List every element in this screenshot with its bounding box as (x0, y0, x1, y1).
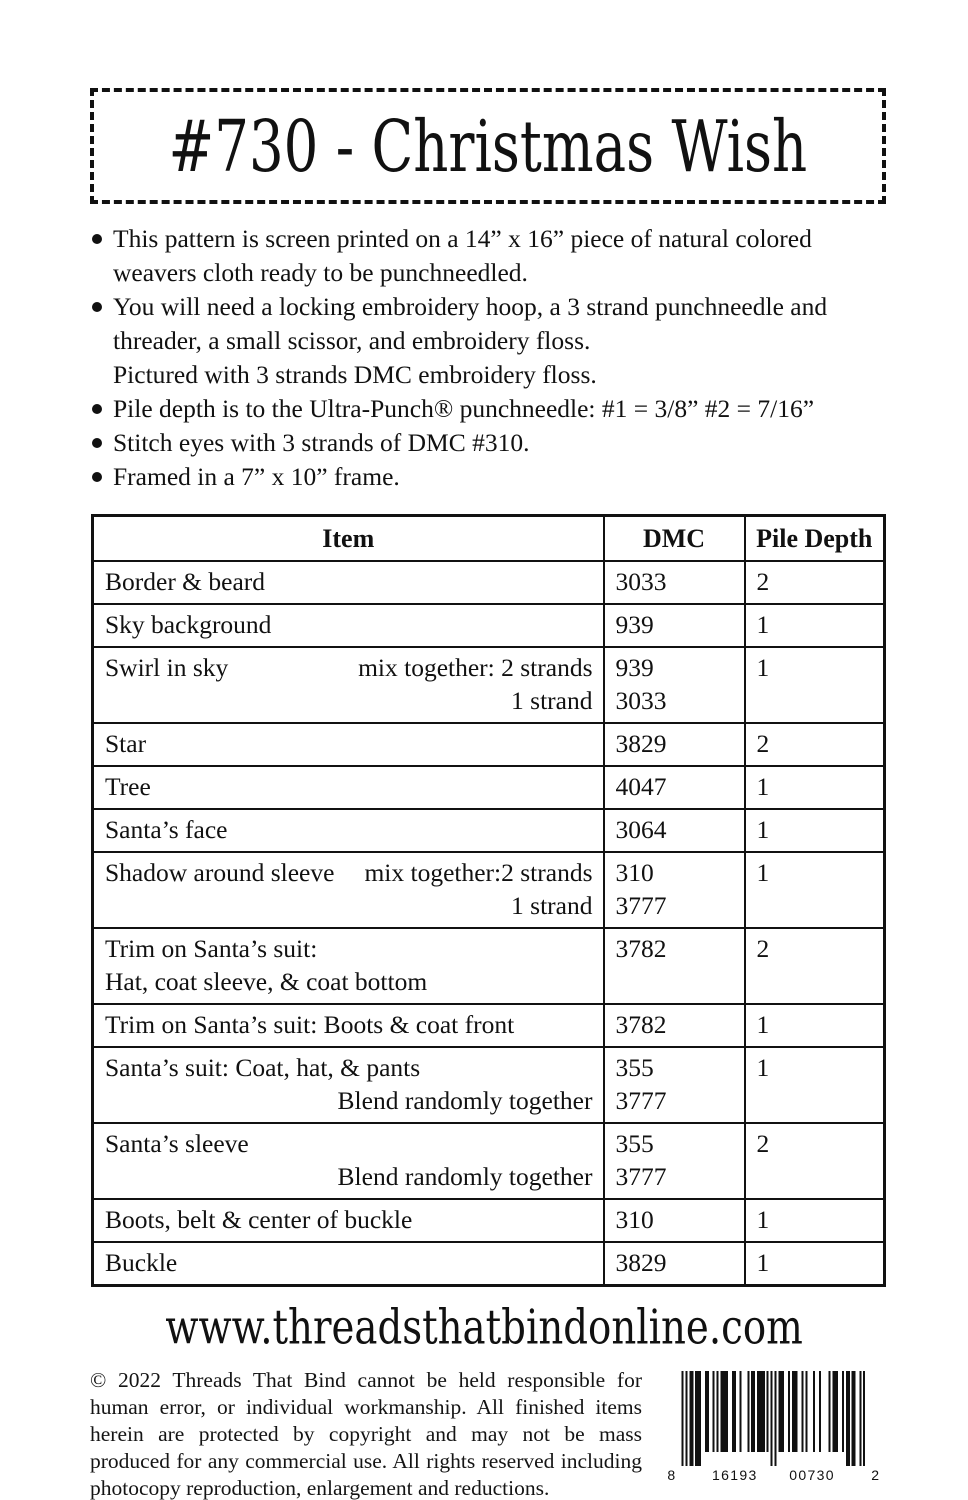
item-note-right2: 1 strand (511, 686, 593, 715)
dmc-value: 355 (615, 1053, 654, 1082)
barcode-bars (658, 1371, 888, 1485)
item-label: Star (105, 729, 147, 758)
item-label: Sky background (105, 610, 272, 639)
dmc-value: 355 (615, 1129, 654, 1158)
svg-text:2: 2 (871, 1466, 881, 1483)
floss-table (91, 514, 886, 1287)
dmc-value: 3782 (615, 934, 667, 963)
table-row (93, 647, 885, 723)
col-header-item: Item (93, 516, 604, 562)
dmc-value2: 3033 (615, 686, 667, 715)
pile-depth-value: 2 (745, 723, 885, 766)
table-row (93, 1199, 885, 1242)
table-row (93, 1242, 885, 1286)
item-label: Boots, belt & center of buckle (105, 1205, 413, 1234)
dmc-value: 4047 (615, 772, 667, 801)
table-row (93, 852, 885, 928)
item-label: Border & beard (105, 567, 266, 596)
dmc-value: 939 (615, 653, 654, 682)
instruction-item (90, 426, 886, 460)
pile-depth-value: 1 (745, 1199, 885, 1242)
instruction-item (90, 290, 886, 392)
instruction-text: Pile depth is to the Ultra-Punch® punchneedle: #1 = 3/8” #2 = 7/16” (113, 394, 815, 423)
item-label: Santa’s face (105, 815, 228, 844)
table-row (93, 928, 885, 1004)
table-header-row (93, 516, 885, 562)
dmc-value: 310 (615, 858, 654, 887)
pile-depth-value: 1 (745, 809, 885, 852)
table-row (93, 723, 885, 766)
dmc-value2: 3777 (615, 1086, 667, 1115)
item-label: Buckle (105, 1248, 178, 1277)
dmc-value: 310 (615, 1205, 654, 1234)
pile-depth-value: 1 (745, 647, 885, 723)
website-line (0, 1300, 968, 1356)
website-url: www.threadsthatbindonline.com (165, 1300, 803, 1356)
item-note-right: mix together: 2 strands (358, 653, 593, 682)
item-note-right2: 1 strand (511, 891, 593, 920)
footer (90, 1367, 888, 1500)
dmc-value: 3033 (615, 567, 667, 596)
item-label: Trim on Santa’s suit: (105, 934, 318, 963)
col-header-dmc: DMC (604, 516, 745, 562)
instruction-item (90, 460, 886, 494)
upc-barcode (658, 1367, 888, 1500)
table-row (93, 561, 885, 604)
pile-depth-value: 1 (745, 1047, 885, 1123)
dmc-value2: 3777 (615, 891, 667, 920)
pile-depth-value: 1 (745, 1242, 885, 1286)
instruction-note: Pictured with 3 strands DMC embroidery floss. (113, 360, 597, 389)
page-title: #730 - Christmas Wish (168, 104, 808, 188)
table-row (93, 1123, 885, 1199)
instruction-item (90, 392, 886, 426)
col-header-pile-depth: Pile Depth (745, 516, 885, 562)
pile-depth-value: 1 (745, 604, 885, 647)
item-label: Santa’s sleeve (105, 1129, 249, 1158)
instruction-text: This pattern is screen printed on a 14” x 16” piece of natural colored weavers cloth ready to be punchneedled. (113, 224, 812, 287)
item-line2: Hat, coat sleeve, & coat bottom (105, 967, 428, 996)
title-box (90, 88, 886, 204)
item-label: Shadow around sleeve (105, 858, 335, 887)
instructions-list (90, 222, 886, 494)
copyright-text: © 2022 Threads That Bind cannot be held responsible for human error, or individual workmanship. All finished items herein are protected by copyright and may not be mass produced for any commercial use. All rights reserved including photocopy reproduction, enlargement and reductions. (90, 1368, 642, 1500)
pile-depth-value: 2 (745, 561, 885, 604)
pile-depth-value: 2 (745, 1123, 885, 1199)
table-row (93, 1047, 885, 1123)
dmc-value: 3782 (615, 1010, 667, 1039)
item-label: Swirl in sky (105, 653, 229, 682)
item-label: Trim on Santa’s suit: Boots & coat front (105, 1010, 515, 1039)
item-note-right2: Blend randomly together (337, 1086, 593, 1115)
instruction-text: Stitch eyes with 3 strands of DMC #310. (113, 428, 530, 457)
item-label: Tree (105, 772, 151, 801)
instruction-item (90, 222, 886, 290)
pile-depth-value: 1 (745, 1004, 885, 1047)
instruction-text: Framed in a 7” x 10” frame. (113, 462, 400, 491)
pile-depth-value: 1 (745, 766, 885, 809)
pile-depth-value: 2 (745, 928, 885, 1004)
table-row (93, 604, 885, 647)
svg-text:16193: 16193 (712, 1466, 758, 1483)
svg-text:8: 8 (667, 1466, 677, 1483)
svg-text:00730: 00730 (789, 1466, 835, 1483)
dmc-value: 939 (615, 610, 654, 639)
item-note-right2: Blend randomly together (337, 1162, 593, 1191)
table-row (93, 809, 885, 852)
instruction-text: You will need a locking embroidery hoop, a 3 strand punchneedle and threader, a small scissor, and embroidery floss. (113, 292, 828, 355)
table-row (93, 766, 885, 809)
dmc-value: 3829 (615, 729, 667, 758)
dmc-value2: 3777 (615, 1162, 667, 1191)
dmc-value: 3064 (615, 815, 667, 844)
table-row (93, 1004, 885, 1047)
item-label: Santa’s suit: Coat, hat, & pants (105, 1053, 421, 1082)
item-note-right: mix together:2 strands (364, 858, 593, 887)
dmc-value: 3829 (615, 1248, 667, 1277)
pile-depth-value: 1 (745, 852, 885, 928)
